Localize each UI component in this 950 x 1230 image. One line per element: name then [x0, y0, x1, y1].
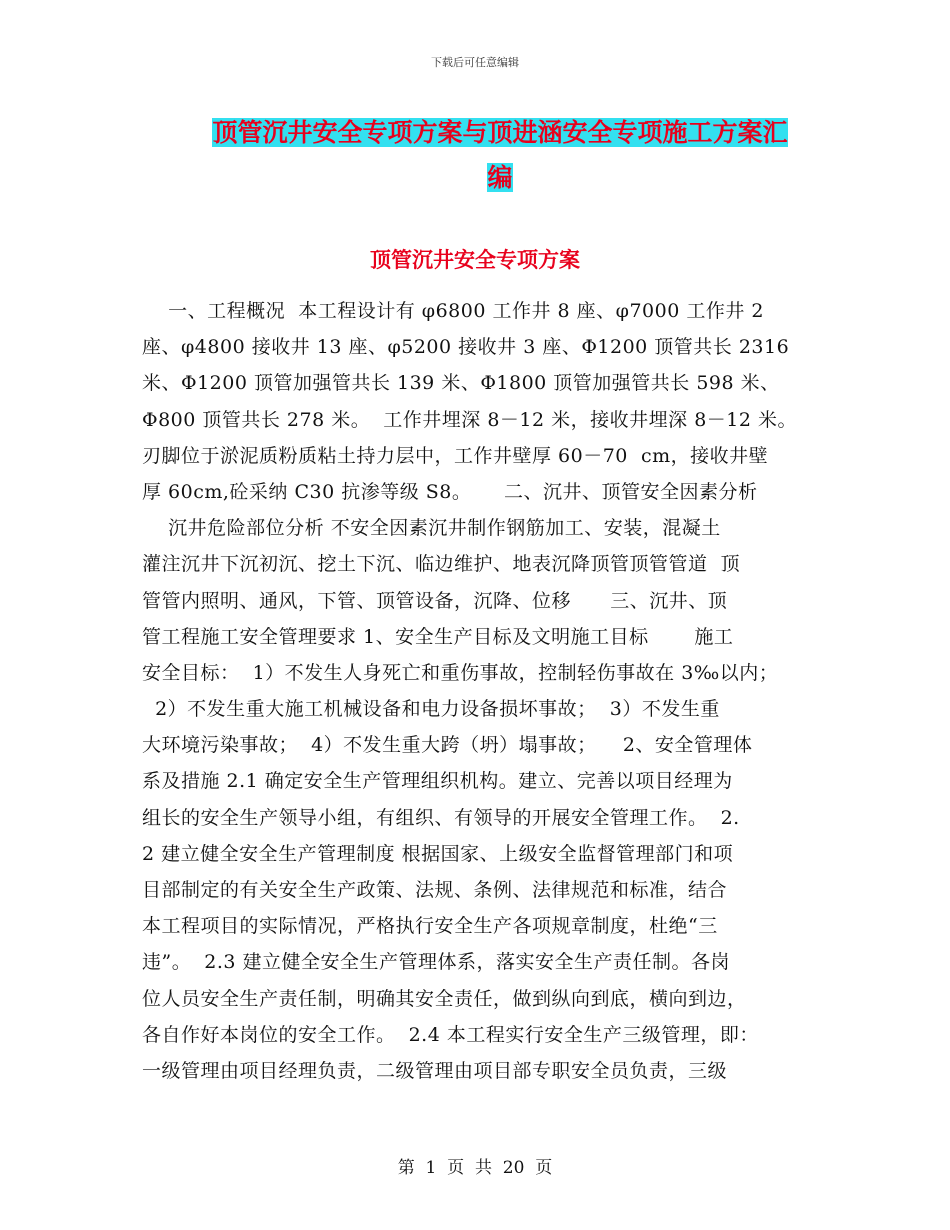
body-line: 灌注沉井下沉初沉、挖土下沉、临边维护、地表沉降顶管顶管管道 顶 [142, 553, 741, 576]
body-line: 位人员安全生产责任制，明确其安全责任，做到纵向到底，横向到边， [142, 987, 747, 1010]
document-title-line-2: 编 [487, 163, 513, 192]
document-title-line-1: 顶管沉井安全专项方案与顶进涵安全专项施工方案汇 [212, 118, 788, 147]
body-line: 管管内照明、通风，下管、顶管设备，沉降、位移 三、沉井、顶 [142, 589, 728, 612]
body-line: 各自作好本岗位的安全工作。 2.4 本工程实行安全生产三级管理，即： [142, 1023, 759, 1046]
body-line: 厚 60cm,砼采纳 C30 抗渗等级 S8。 二、沉井、顶管安全因素分析 [142, 480, 758, 503]
body-line: 2 建立健全安全生产管理制度 根据国家、上级安全监督管理部门和项 [142, 842, 734, 865]
body-line: 一级管理由项目经理负责，二级管理由项目部专职安全员负责，三级 [142, 1059, 728, 1082]
body-line: 目部制定的有关安全生产政策、法规、条例、法律规范和标准，结合 [142, 879, 728, 901]
body-line: 系及措施 2.1 确定安全生产管理组织机构。建立、完善以项目经理为 [142, 770, 733, 793]
body-line: 2）不发生重大施工机械设备和电力设备损坏事故； 3）不发生重 [142, 698, 720, 721]
body-line: 沉井危险部位分析 不安全因素沉井制作钢筋加工、安装，混凝土 [142, 517, 721, 540]
body-line: 大环境污染事故； 4）不发生重大跨（坍）塌事故； 2、安全管理体 [142, 734, 753, 757]
body-line: 管工程施工安全管理要求 1、安全生产目标及文明施工目标 施工 [142, 625, 734, 648]
body-line: Φ800 顶管共长 278 米。 工作井埋深 8－12 米，接收井埋深 8－12 米。 [142, 408, 797, 431]
body-line: 米、Φ1200 顶管加强管共长 139 米、Φ1800 顶管加强管共长 598 米、 [142, 372, 780, 395]
page-header-note: 下载后可任意编辑 [431, 56, 519, 69]
body-line: 安全目标： 1）不发生人身死亡和重伤事故，控制轻伤事故在 3‰以内； [142, 661, 779, 684]
page-number-footer: 第 1 页 共 20 页 [397, 1158, 553, 1178]
section-title: 顶管沉井安全专项方案 [370, 248, 580, 272]
document-title [190, 110, 810, 200]
body-line: 组长的安全生产领导小组，有组织、有领导的开展安全管理工作。 2. [142, 806, 740, 829]
body-line: 违”。 2.3 建立健全安全生产管理体系，落实安全生产责任制。各岗 [142, 951, 731, 974]
body-line: 本工程项目的实际情况，严格执行安全生产各项规章制度，杜绝“三 [142, 915, 718, 938]
body-line: 座、φ4800 接收井 13 座、φ5200 接收井 3 座、Φ1200 顶管共长 2316 [142, 336, 790, 359]
body-line: 刃脚位于淤泥质粉质粘土持力层中，工作井壁厚 60－70 cm，接收井壁 [142, 444, 769, 467]
body-line: 一、工程概况 本工程设计有 φ6800 工作井 8 座、φ7000 工作井 2 [142, 300, 764, 322]
body-text [142, 293, 822, 1089]
